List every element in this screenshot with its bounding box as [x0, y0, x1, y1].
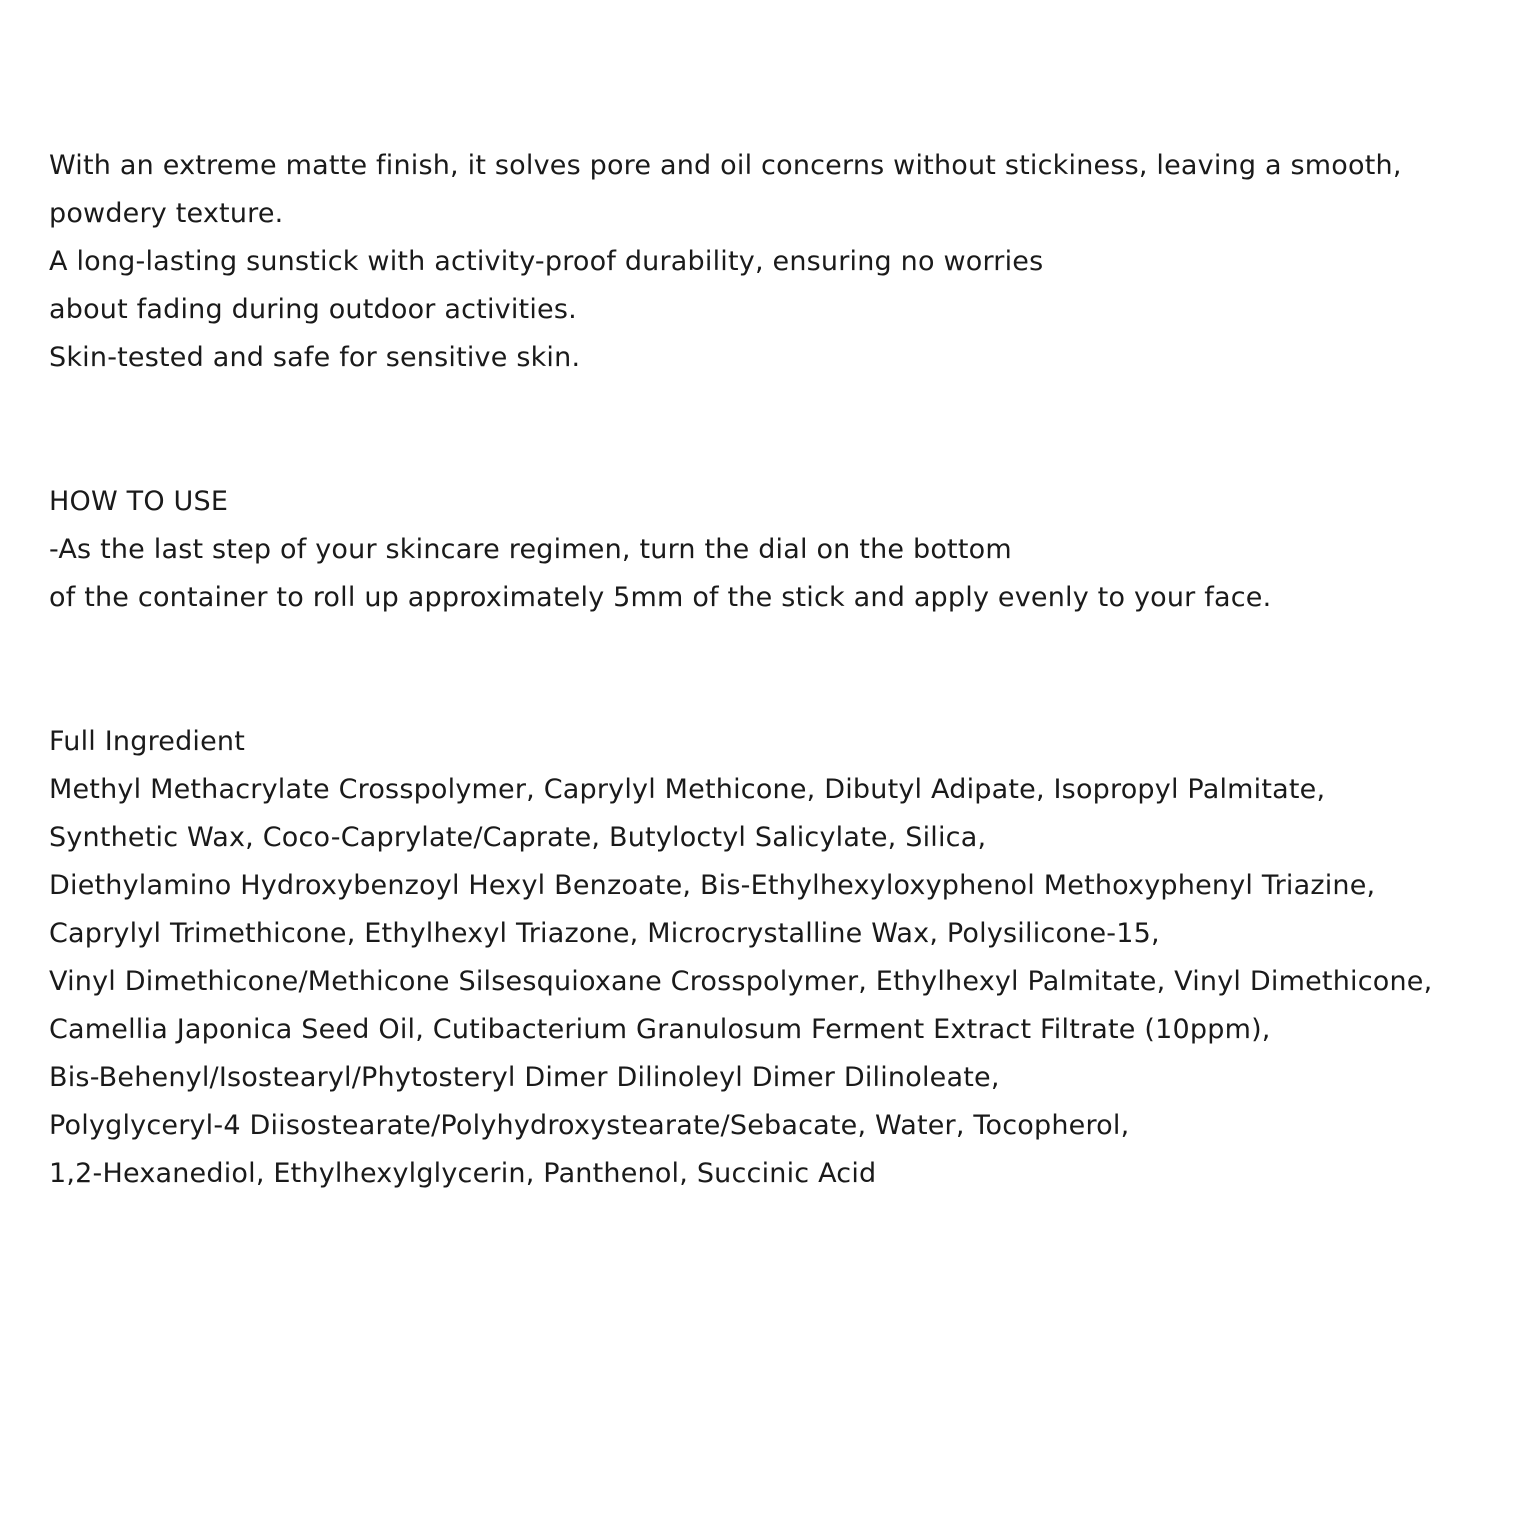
how-to-use-line: of the container to roll up approximately 5mm of the stick and apply evenly to your face.: [49, 582, 1272, 613]
intro-line: powdery texture.: [49, 198, 284, 229]
intro-line: about fading during outdoor activities.: [49, 294, 577, 325]
ingredients-line: 1,2-Hexanediol, Ethylhexylglycerin, Panthenol, Succinic Acid: [49, 1158, 877, 1189]
ingredients-line: Vinyl Dimethicone/Methicone Silsesquioxane Crosspolymer, Ethylhexyl Palmitate, Vinyl Dimethicone,: [49, 966, 1433, 997]
ingredients-heading: Full Ingredient: [49, 726, 246, 757]
ingredients-section: [49, 718, 1509, 1198]
how-to-use-section: [49, 478, 1509, 622]
ingredients-line: Bis-Behenyl/Isostearyl/Phytosteryl Dimer Dilinoleyl Dimer Dilinoleate,: [49, 1062, 1000, 1093]
how-to-use-heading: HOW TO USE: [49, 486, 229, 517]
intro-line: Skin-tested and safe for sensitive skin.: [49, 342, 581, 373]
ingredients-line: Synthetic Wax, Coco-Caprylate/Caprate, Butyloctyl Salicylate, Silica,: [49, 822, 987, 853]
intro-line: With an extreme matte finish, it solves pore and oil concerns without stickiness, leaving a smooth,: [49, 150, 1402, 181]
ingredients-line: Caprylyl Trimethicone, Ethylhexyl Triazone, Microcrystalline Wax, Polysilicone-15,: [49, 918, 1160, 949]
ingredients-line: Polyglyceryl-4 Diisostearate/Polyhydroxystearate/Sebacate, Water, Tocopherol,: [49, 1110, 1130, 1141]
intro-section: [49, 142, 1509, 382]
ingredients-line: Diethylamino Hydroxybenzoyl Hexyl Benzoate, Bis-Ethylhexyloxyphenol Methoxyphenyl Triazine,: [49, 870, 1376, 901]
intro-line: A long-lasting sunstick with activity-proof durability, ensuring no worries: [49, 246, 1044, 277]
ingredients-line: Methyl Methacrylate Crosspolymer, Caprylyl Methicone, Dibutyl Adipate, Isopropyl Palmitate,: [49, 774, 1326, 805]
how-to-use-line: -As the last step of your skincare regimen, turn the dial on the bottom: [49, 534, 1012, 565]
ingredients-line: Camellia Japonica Seed Oil, Cutibacterium Granulosum Ferment Extract Filtrate (10ppm),: [49, 1014, 1271, 1045]
product-description-document: [49, 142, 1509, 1198]
